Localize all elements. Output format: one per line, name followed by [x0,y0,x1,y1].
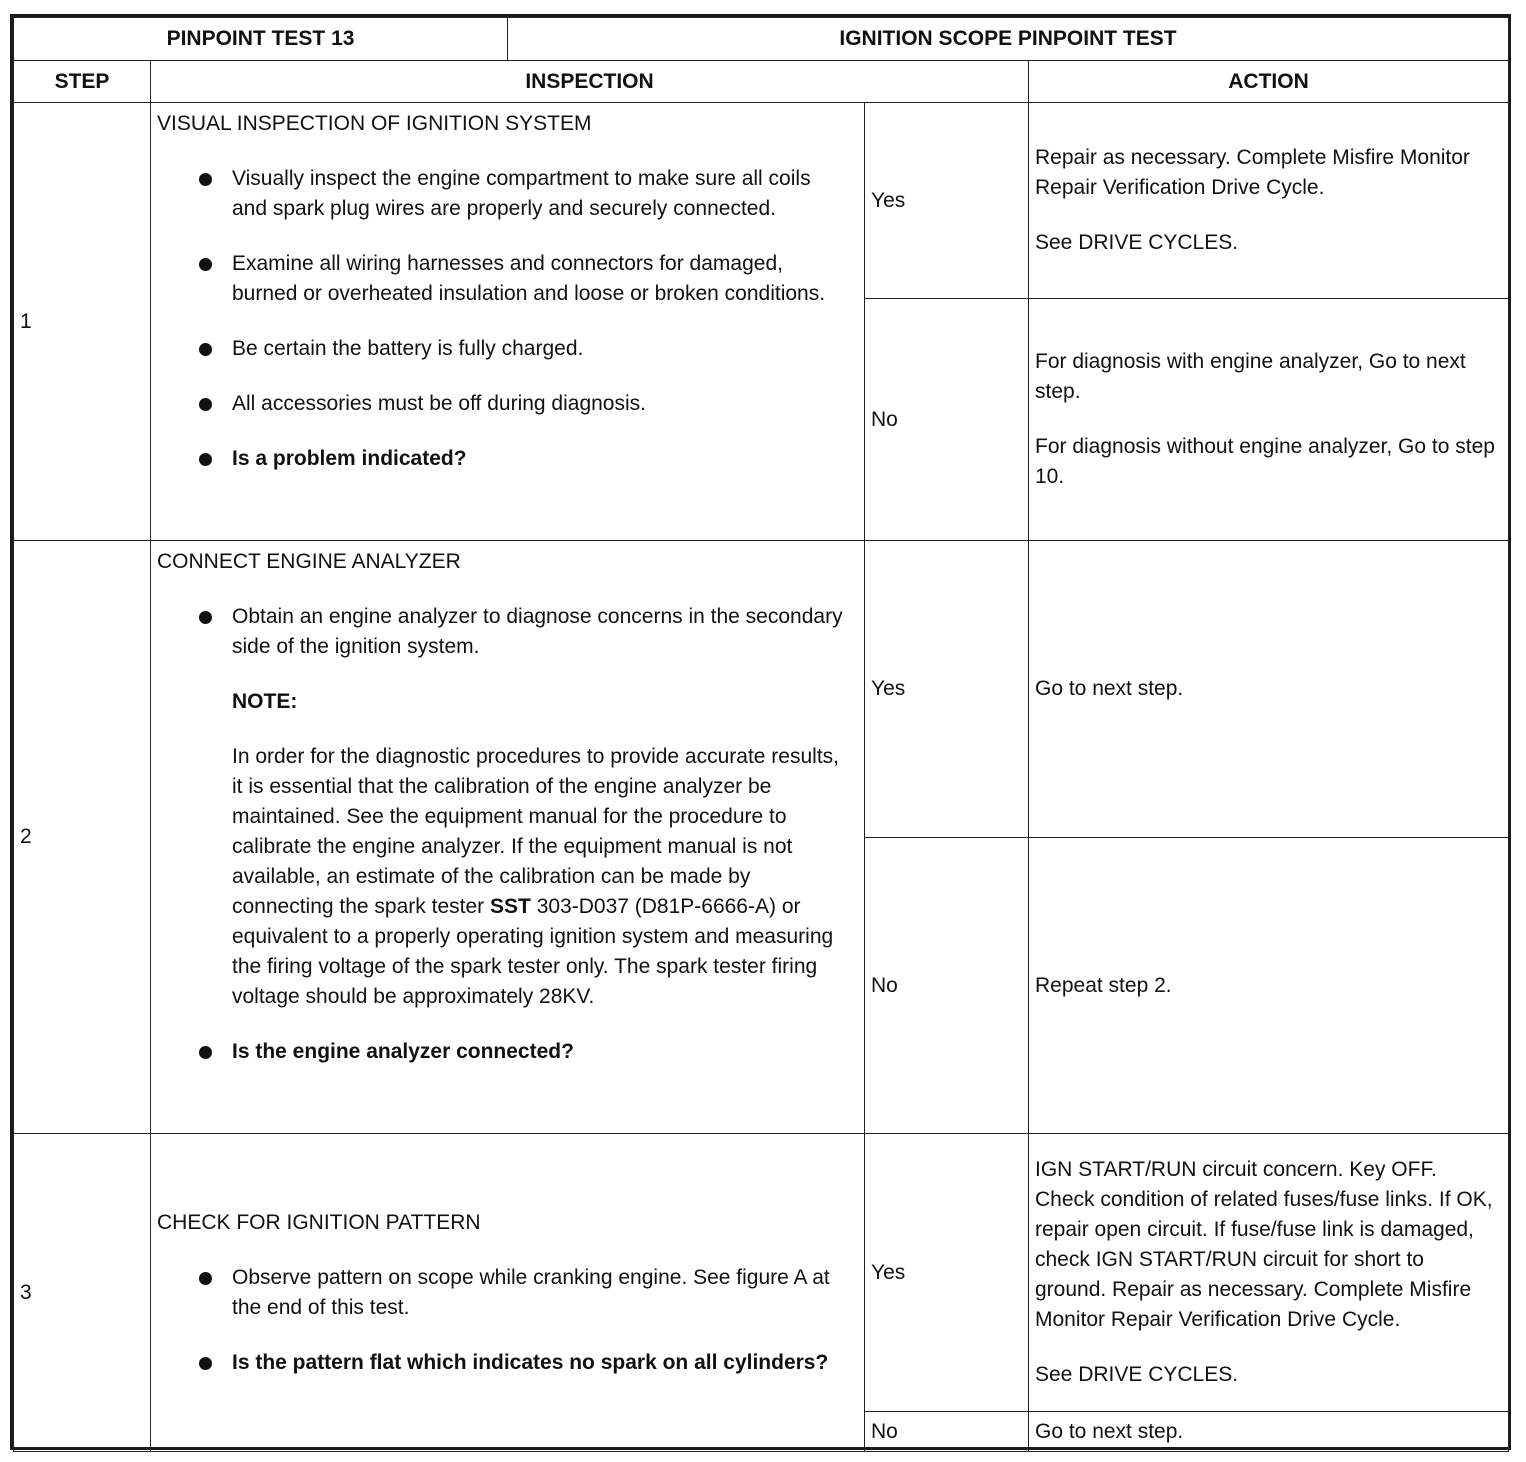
bullet-icon [199,1046,212,1059]
inspection-bullet: Examine all wiring harnesses and connectors for damaged, burned or overheated insulation and loose or broken conditions. [232,249,844,309]
yes-action: Repair as necessary. Complete Misfire Monitor Repair Verification Drive Cycle. See DRIVE CYCLES. [1029,103,1509,299]
test-id-header: PINPOINT TEST 13 [14,18,508,61]
inspection-bullet: Observe pattern on scope while cranking engine. See figure A at the end of this test. [232,1263,844,1323]
step-number: 2 [14,541,151,1134]
step-number: 1 [14,103,151,541]
step-title: CONNECT ENGINE ANALYZER [157,550,461,573]
note-label: NOTE: [232,690,298,713]
step-2-inspection [151,541,865,1134]
step-number: 3 [14,1134,151,1452]
no-action: Go to next step. [1029,1412,1509,1452]
inspection-bullet: Obtain an engine analyzer to diagnose concerns in the secondary side of the ignition system. [232,602,844,662]
bullet-icon [199,173,212,186]
pinpoint-test-table [10,14,1511,1450]
yes-label: Yes [865,103,1029,299]
bullet-icon [199,611,212,624]
inspection-question: Is the engine analyzer connected? [232,1037,844,1067]
sst-label: SST [490,895,531,918]
note-text: In order for the diagnostic procedures to provide accurate results, it is essential that the calibration of the engine analyzer be maintained. See the equipment manual for the procedure to calibrate the engine analyzer. If the equipment manual is not available, an estimate of the calibration can be made by connecting the spark tester SST 303-D037 (D81P-6666-A) or equivalent to a properly operating ignition system and measuring the firing voltage of the spark tester only. The spark tester firing voltage should be approximately 28KV. [232,745,839,1008]
inspection-bullet: All accessories must be off during diagnosis. [232,389,844,419]
inspection-question: Is the pattern flat which indicates no spark on all cylinders? [232,1348,844,1378]
yes-action: Go to next step. [1029,541,1509,838]
inspection-bullet: Visually inspect the engine compartment to make sure all coils and spark plug wires are properly and securely connected. [232,164,844,224]
test-title-header: IGNITION SCOPE PINPOINT TEST [508,18,1509,61]
step-column-header: STEP [14,61,151,103]
inspection-column-header: INSPECTION [151,61,1029,103]
step-3-inspection [151,1134,865,1452]
inspection-question: Is a problem indicated? [232,444,844,474]
no-action: For diagnosis with engine analyzer, Go to next step. For diagnosis without engine analyzer, Go to step 10. [1029,299,1509,541]
inspection-bullet: Be certain the battery is fully charged. [232,334,844,364]
bullet-icon [199,398,212,411]
no-label: No [865,838,1029,1134]
step-1-inspection [151,103,865,541]
yes-action: IGN START/RUN circuit concern. Key OFF. Check condition of related fuses/fuse links. If OK, repair open circuit. If fuse/fuse link is damaged, check IGN START/RUN circuit for short to ground. Repair as necessary. Complete Misfire Monitor Repair Verification Drive Cycle. See DRIVE CYCLES. [1029,1134,1509,1412]
step-title: CHECK FOR IGNITION PATTERN [157,1210,481,1234]
test-grid [13,17,1509,1452]
no-label: No [865,1412,1029,1452]
yes-label: Yes [865,541,1029,838]
step-title: VISUAL INSPECTION OF IGNITION SYSTEM [157,112,592,135]
bullet-icon [199,1357,212,1370]
bullet-icon [199,343,212,356]
yes-label: Yes [865,1134,1029,1412]
bullet-icon [199,453,212,466]
no-label: No [865,299,1029,541]
bullet-icon [199,258,212,271]
action-column-header: ACTION [1029,61,1509,103]
bullet-icon [199,1272,212,1285]
no-action: Repeat step 2. [1029,838,1509,1134]
